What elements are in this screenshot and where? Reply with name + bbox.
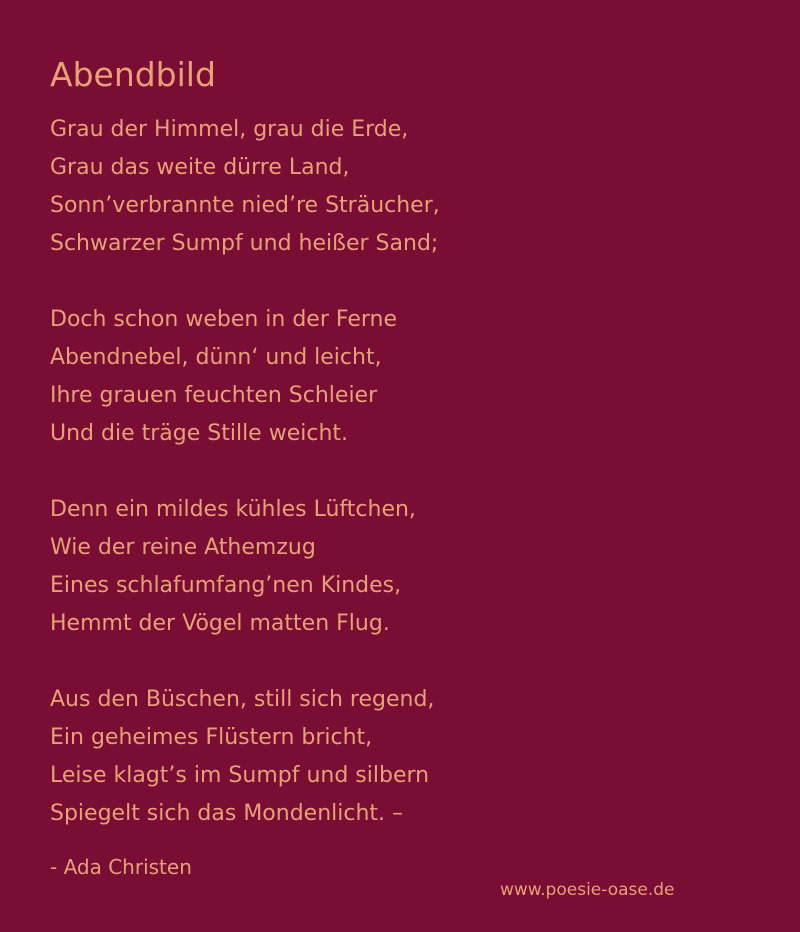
poem-line: Aus den Büschen, still sich regend, — [50, 687, 435, 712]
poem-line: Spiegelt sich das Mondenlicht. – — [50, 801, 404, 826]
stanza-2 — [50, 301, 440, 453]
stanza-4 — [50, 681, 440, 833]
poem-author: - Ada Christen — [50, 855, 192, 879]
poem-line: Hemmt der Vögel matten Flug. — [50, 611, 390, 636]
poem-line: Schwarzer Sumpf und heißer Sand; — [50, 231, 439, 256]
poem-line: Und die träge Stille weicht. — [50, 421, 349, 446]
stanza-1 — [50, 111, 440, 263]
poem-title: Abendbild — [50, 55, 216, 94]
poem-line: Abendnebel, dünn‘ und leicht, — [50, 345, 382, 370]
poem-line: Ein geheimes Flüstern bricht, — [50, 725, 373, 750]
website-link[interactable]: www.poesie-oase.de — [500, 880, 675, 900]
poem-line: Denn ein mildes kühles Lüftchen, — [50, 497, 416, 522]
poem-line: Ihre grauen feuchten Schleier — [50, 383, 378, 408]
poem-body — [50, 111, 440, 871]
poem-line: Eines schlafumfang’nen Kindes, — [50, 573, 402, 598]
poem-line: Leise klagt’s im Sumpf und silbern — [50, 763, 430, 788]
poem-line: Grau der Himmel, grau die Erde, — [50, 117, 409, 142]
poem-line: Doch schon weben in der Ferne — [50, 307, 398, 332]
stanza-3 — [50, 491, 440, 643]
poem-line: Sonn’verbrannte nied’re Sträucher, — [50, 193, 440, 218]
poem-line: Wie der reine Athemzug — [50, 535, 316, 560]
poem-line: Grau das weite dürre Land, — [50, 155, 350, 180]
